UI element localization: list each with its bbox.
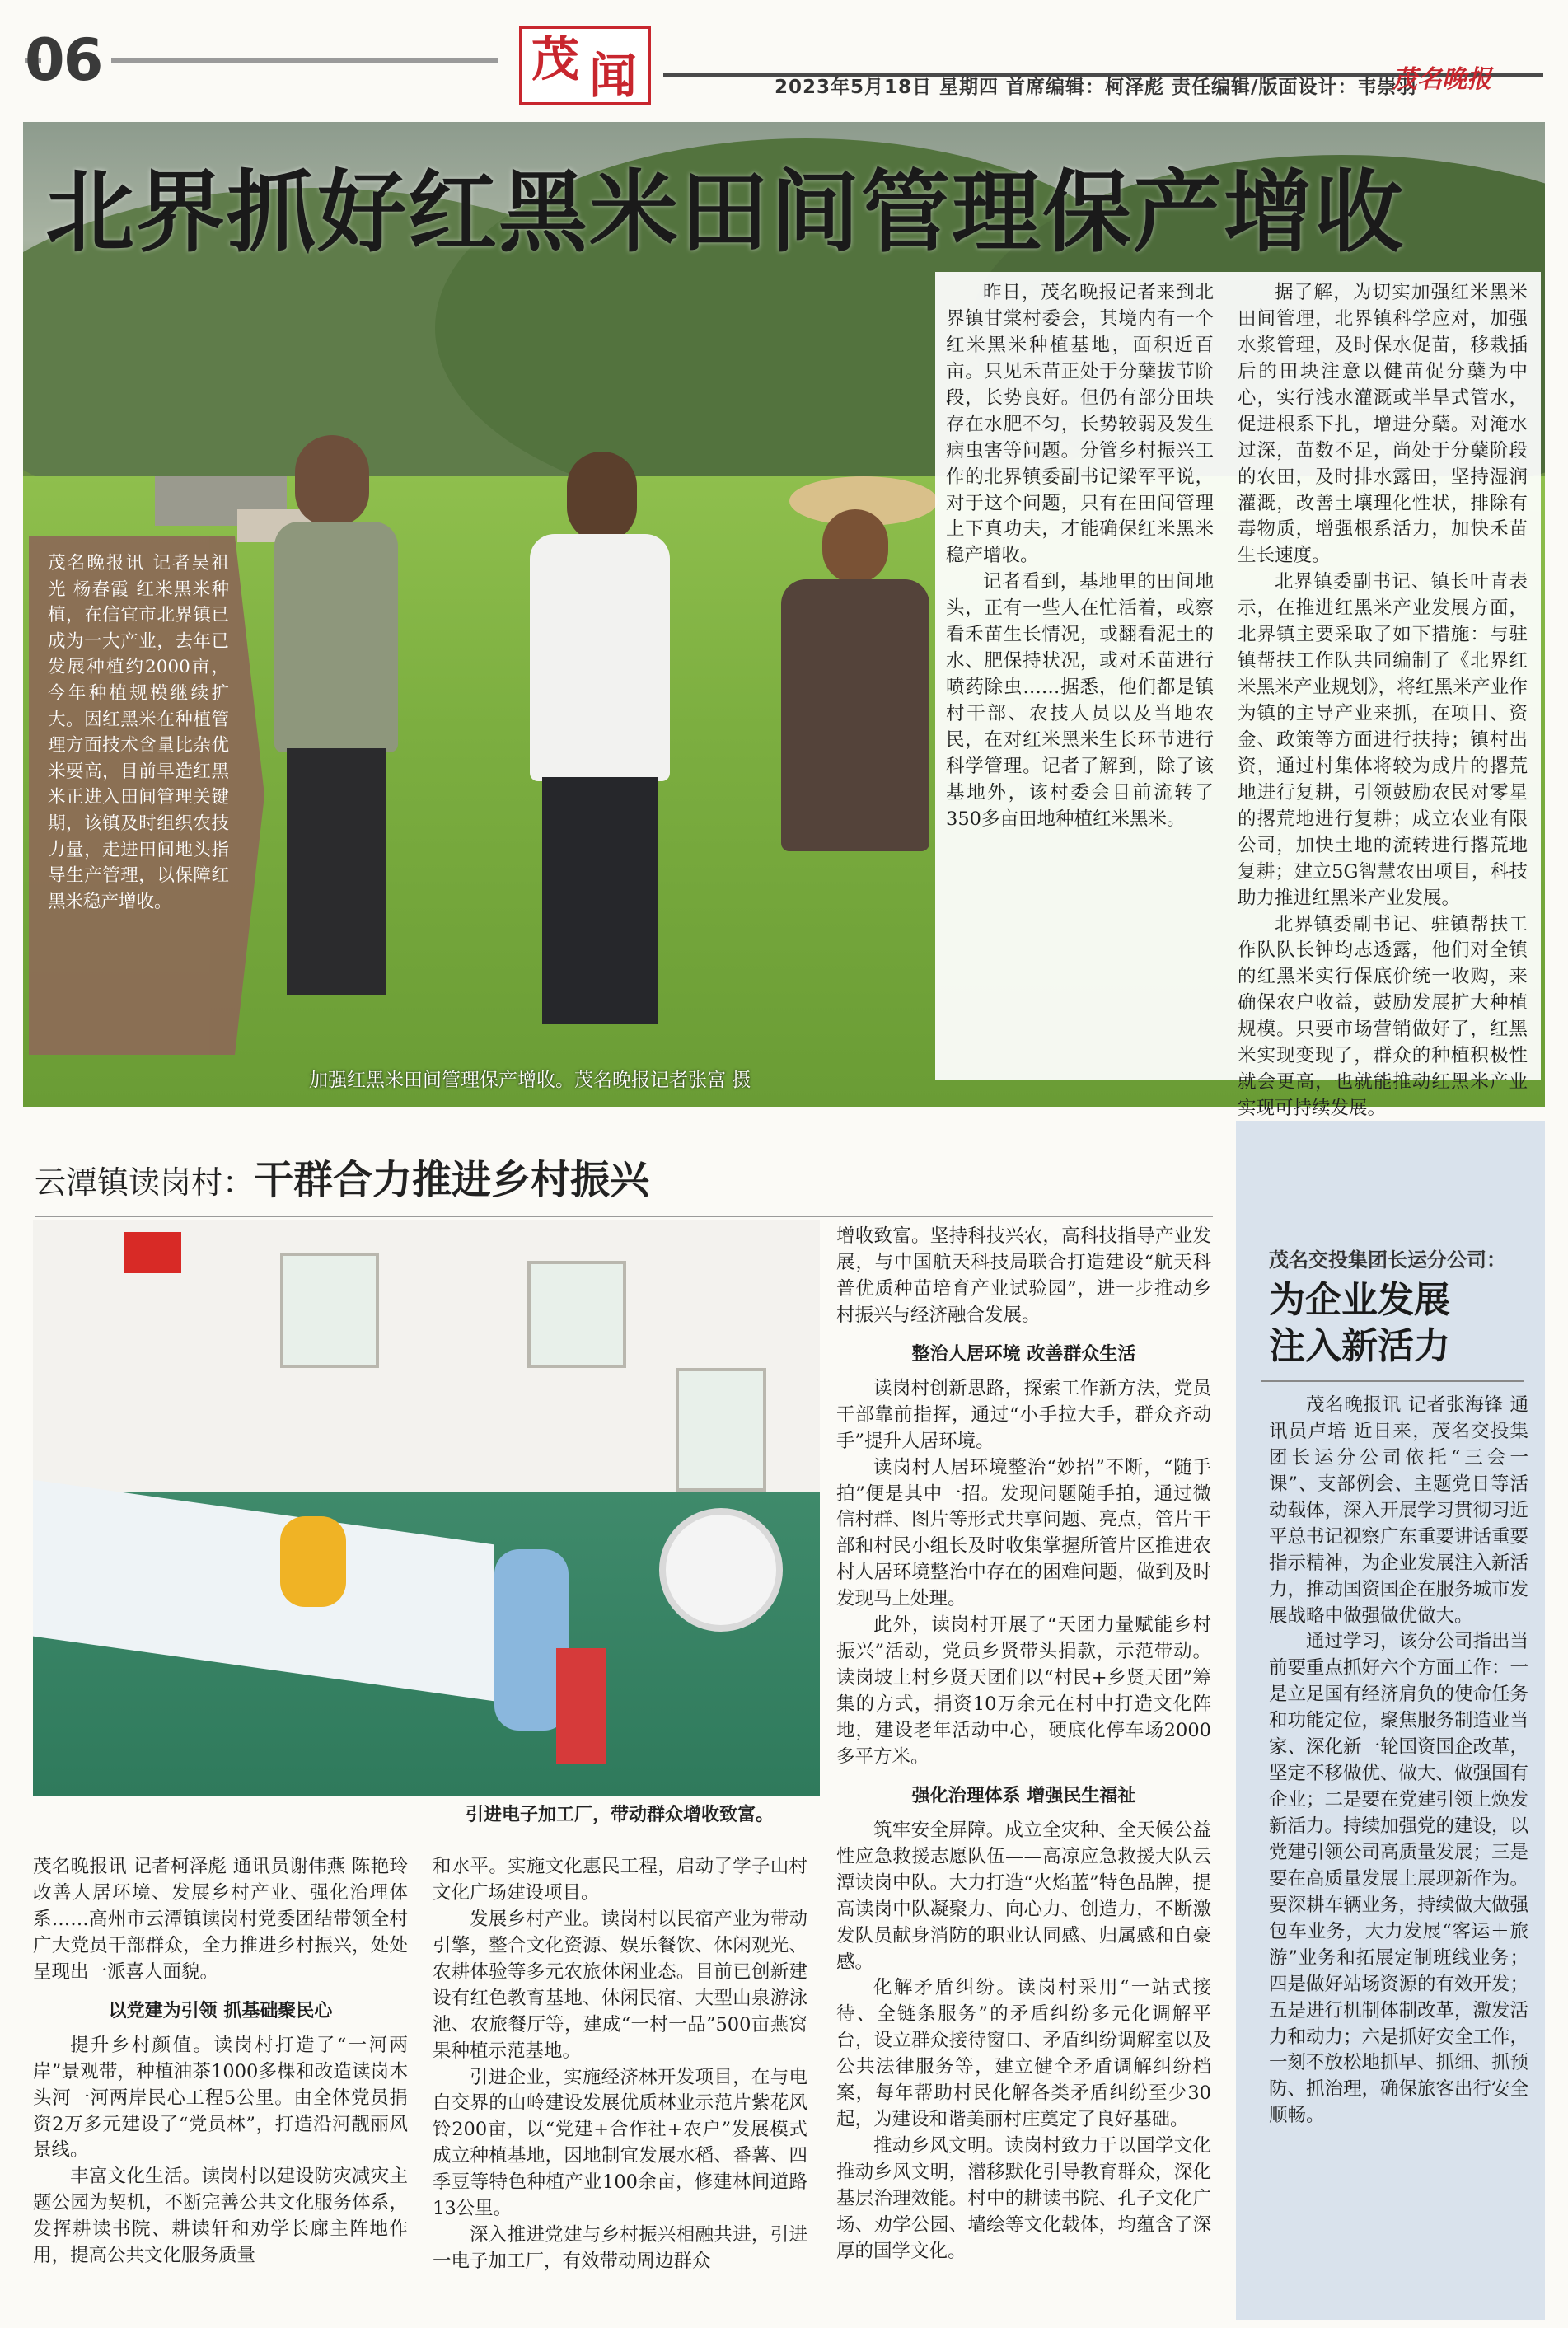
lead-column-1 [946,280,1214,833]
sidebar-paragraph-2: 通过学习，该分公司指出当前要重点抓好六个方面工作：一是立足国有经济肩负的使命任务和功能定位，聚焦服务制造业当家、深化新一轮国资国企改革，坚定不移做优、做大、做强国有企业；二是要在党建引领上焕发新活力。持续加强党的建设，以党建引领公司高质量发展；三是要在高质量发展上展现新作为。要深耕车辆业务，持续做大做强包车业务，大力发展“客运＋旅游”业务和拓展定制班线业务；四是做好站场资源的有效开发；五是进行机制体制改革，激发活力和动力；六是抓好安全工作，一刻不放松地抓早、抓细、抓预防、抓治理，确保旅客出行安全顺畅。 [1269,1631,1529,2127]
second-story-column-3 [836,1224,1211,2265]
masthead-logo: 茂名晚报 [1392,65,1491,94]
second-story-column-2 [433,1854,807,2275]
lead-paragraph-5: 北界镇委副书记、驻镇帮扶工作队队长钟均志透露，他们对全镇的红黑米实行保底价统一收购，来确保农户收益，鼓励发展扩大种植规模。只要市场营销做好了，红黑米实现变现了，群众的种植积极性就会更高，也就能推动红黑米产业实现可持续发展。 [1238,913,1528,1120]
second-story-headline: 干群合力推进乡村振兴 [254,1157,650,1203]
section-label [519,26,651,105]
sidebar-headline [1269,1277,1450,1370]
body-paragraph: 提升乡村颜值。读岗村打造了“一河两岸”景观带，种植油茶1000多棵和改造读岗木头河一河两岸民心工程5公里。由全体党员捐资2万多元建设了“党员林”，打造沿河靓丽风景线。 [33,2034,408,2162]
second-story-rule [35,1216,1213,1217]
body-paragraph: 读岗村创新思路，探索工作新方法，党员干部靠前指挥，通过“小手拉大手，群众齐动手”提升人居环境。 [836,1377,1211,1452]
subheading: 强化治理体系 增强民生福祉 [911,1785,1136,1806]
body-paragraph: 增收致富。坚持科技兴农，高科技指导产业发展，与中国航天科技局联合打造建设“航天科普优质种苗培育产业试验园”，进一步推动乡村振兴与经济融合发展。 [836,1225,1211,1326]
body-paragraph: 丰富文化生活。读岗村以建设防灾减灾主题公园为契机，不断完善公共文化服务体系，发挥耕读书院、耕读轩和劝学长廊主阵地作用，提高公共文化服务质量 [33,2166,408,2267]
lead-paragraph-1: 昨日，茂名晚报记者来到北界镇甘棠村委会，其境内有一个红米黑米种植基地，面积近百亩。只见禾苗正处于分蘖拔节阶段，长势良好。但仍有部分田块存在水肥不匀，长势较弱及发生病虫害等问题。分管乡村振兴工作的北界镇委副书记梁军平说，对于这个问题，只有在田间管理上下真功夫，才能确保红米黑米稳产增收。 [946,282,1214,567]
second-story-kicker: 云潭镇读岗村： [35,1164,255,1201]
body-paragraph: 深入推进党建与乡村振兴相融共进，引进一电子加工厂，有效带动周边群众 [433,2224,807,2273]
lead-column-2 [1238,280,1528,1122]
lead-photo-caption: 加强红黑米田间管理保产增收。茂名晚报记者张富 摄 [309,1070,751,1091]
sidebar-rule [1261,1380,1524,1382]
lead-paragraph-4: 北界镇委副书记、镇长叶青表示，在推进红黑米产业发展方面，北界镇主要采取了如下措施：与驻镇帮扶工作队共同编制了《北界红米黑米产业规划》，将红黑米产业作为镇的主导产业来抓，在项目、资金、政策等方面进行扶持；镇村出资，通过村集体将较为成片的撂荒地进行复耕，引领鼓励农民对零星的撂荒地进行复耕；成立农业有限公司，加快土地的流转进行撂荒地复耕；建立5G智慧农田项目，科技助力推进红黑米产业发展。 [1238,571,1528,909]
sidebar-headline-line-2: 注入新活力 [1269,1325,1450,1368]
page-number: 06 [25,26,102,94]
body-paragraph: 发展乡村产业。读岗村以民宿产业为带动引擎，整合文化资源、娱乐餐饮、休闲观光、农耕体验等多元农旅休闲业态。目前已创新建设有红色教育基地、休闲民宿、大型山泉游泳池、农旅餐厅等，建成“一村一品”500亩燕窝果种植示范基地。 [433,1908,807,2062]
section-char-1: 茂 [531,31,580,87]
header-rule [111,58,498,63]
body-paragraph: 茂名晚报讯 记者柯泽彪 通讯员谢伟燕 陈艳玲 改善人居环境、发展乡村产业、强化治理体系……高州市云潭镇读岗村党委团结带领全村广大党员干部群众，全力推进乡村振兴，处处呈现出一派喜人面貌。 [33,1856,408,1983]
lead-paragraph-2: 记者看到，基地里的田间地头，正有一些人在忙活着，或察看禾苗生长情况，或翻看泥土的水、肥保持状况，或对禾苗进行喷药除虫……据悉，他们都是镇村干部、农技人员以及当地农民，在对红米黑米生长环节进行科学管理。记者了解到，除了该基地外，该村委会目前流转了350多亩田地种植红米黑米。 [946,571,1214,830]
second-story-title [35,1157,650,1203]
lead-headline: 北界抓好红黑米田间管理保产增收 [45,162,1406,265]
section-char-2: 闻 [589,48,638,104]
subheading: 整治人居环境 改善群众生活 [911,1343,1136,1365]
body-paragraph: 引进企业，实施经济林开发项目，在与电白交界的山岭建设发展优质林业示范片紫花风铃200亩，以“党建+合作社+农户”发展模式成立种植基地，因地制宜发展水稻、番薯、四季豆等特色种植产业100余亩，修建林间道路13公里。 [433,2066,807,2220]
body-paragraph: 读岗村人居环境整治“妙招”不断，“随手拍”便是其中一招。发现问题随手拍，通过微信村群、图片等形式共享问题、亮点，管片干部和村民小组长及时收集掌握所管片区推进农村人居环境整治中存在的困难问题，做到及时发现马上处理。 [836,1456,1211,1610]
body-paragraph: 和水平。实施文化惠民工程，启动了学子山村文化广场建设项目。 [433,1856,807,1904]
lead-paragraph-3: 据了解，为切实加强红米黑米田间管理，北界镇科学应对，加强水浆管理，及时保水促苗，移栽插后的田块注意以健苗促分蘖为中心，实行浅水灌溉或半旱式管水，促进根系下扎，增进分蘖。对淹水过深，苗数不足，尚处于分蘖阶段的农田，及时排水露田，坚持湿润灌溉，改善土壤理化性状，排除有毒物质，增强根系活力，加快禾苗生长速度。 [1238,282,1528,567]
factory-photo [33,1220,820,1796]
body-paragraph: 化解矛盾纠纷。读岗村采用“一站式接待、全链条服务”的矛盾纠纷多元化调解平台，设立群众接待窗口、矛盾纠纷调解室以及公共法律服务等，建立健全矛盾调解纠纷档案，每年帮助村民化解各类矛盾纠纷至少30起，为建设和谐美丽村庄奠定了良好基础。 [836,1977,1211,2131]
lead-intro: 茂名晚报讯 记者吴祖光 杨春霞 红米黑米种植，在信宜市北界镇已成为一大产业，去年已发展种植约2000亩，今年种植规模继续扩大。因红黑米在种植管理方面技术含量比杂优米要高，目前早造红黑米正进入田间管理关键期，该镇及时组织农技力量，走进田间地头指导生产管理，以保障红黑米稳产增收。 [48,553,229,912]
body-paragraph: 推动乡风文明。读岗村致力于以国学文化推动乡风文明，潜移默化引导教育群众，深化基层治理效能。村中的耕读书院、孔子文化广场、劝学公园、墙绘等文化载体，均蕴含了深厚的国学文化。 [836,2135,1211,2262]
dateline: 2023年5月18日 星期四 首席编辑：柯泽彪 责任编辑/版面设计：韦崇羽 [775,77,1417,98]
body-paragraph: 此外，读岗村开展了“天团力量赋能乡村振兴”活动，党员乡贤带头捐款，示范带动。读岗坡上村乡贤天团们以“村民+乡贤天团”筹集的方式，捐资10万余元在村中打造文化阵地，建设老年活动中心，硬底化停车场2000多平方米。 [836,1614,1211,1768]
sidebar-paragraph-1: 茂名晚报讯 记者张海锋 通讯员卢培 近日来，茂名交投集团长运分公司依托“三会一课”、支部例会、主题党日等活动载体，深入开展学习贯彻习近平总书记视察广东重要讲话重要指示精神，为企业发展注入新活力，推动国资国企在服务城市发展战略中做强做优做大。 [1269,1394,1529,1627]
sidebar-body [1269,1393,1528,2129]
body-paragraph: 筑牢安全屏障。成立全灾种、全天候公益性应急救援志愿队伍——高凉应急救援大队云潭读岗中队。大力打造“火焰蓝”特色品牌，提高读岗中队凝聚力、向心力、创造力，不断激发队员献身消防的职业认同感、归属感和自豪感。 [836,1819,1211,1973]
sidebar-kicker: 茂名交投集团长运分公司： [1269,1248,1506,1272]
factory-photo-caption: 引进电子加工厂，带动群众增收致富。 [466,1805,775,1825]
sidebar-headline-line-1: 为企业发展 [1269,1279,1450,1321]
second-story-column-1 [33,1854,408,2269]
subheading: 以党建为引领 抓基础聚民心 [108,2000,333,2021]
